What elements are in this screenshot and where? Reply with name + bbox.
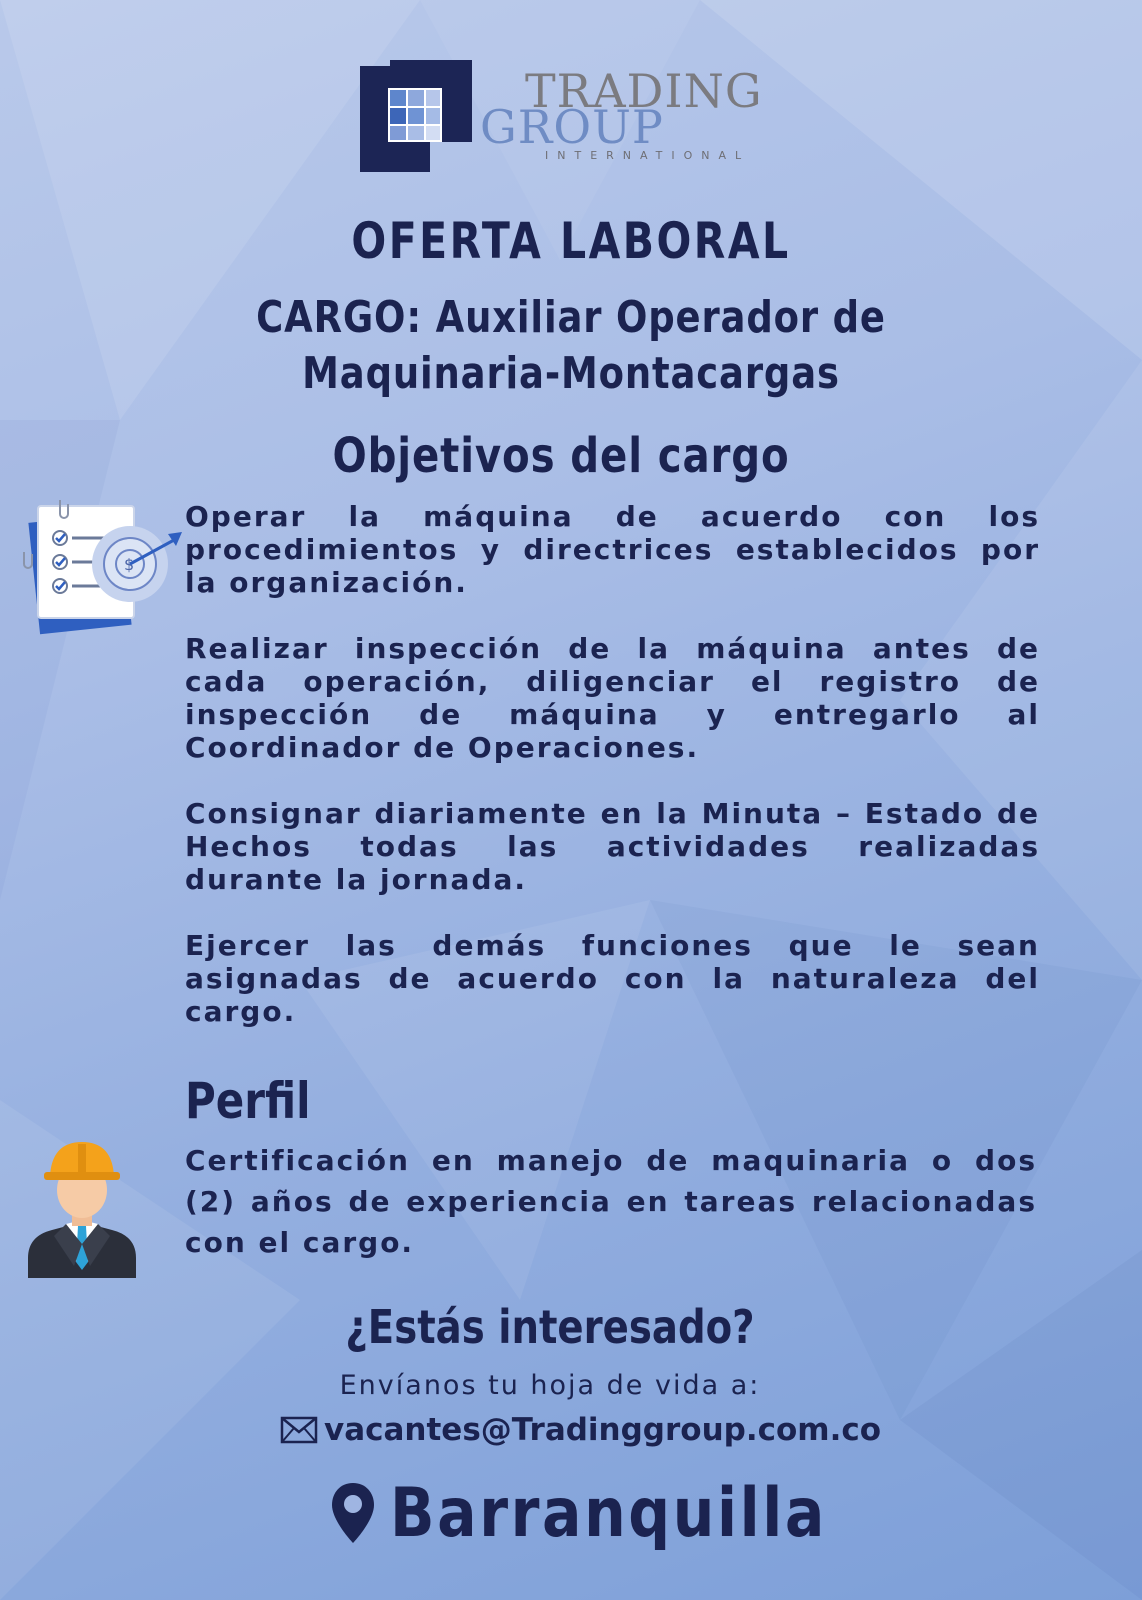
profile-heading: Perfil	[185, 1072, 311, 1130]
logo-text-group: GROUP	[480, 100, 664, 154]
objectives-list	[185, 500, 1040, 1061]
location-pin-icon	[330, 1481, 376, 1545]
objective-item: Consignar diariamente en la Minuta – Estado de Hechos todas las actividades realizadas durante la jornada.	[185, 797, 1040, 896]
contact-email-link[interactable]: vacantes@Tradinggroup.com.co	[324, 1412, 882, 1448]
location-row	[330, 1468, 898, 1558]
objective-item: Realizar inspección de la máquina antes de cada operación, diligenciar el registro de inspección de máquina y entregarlo al Coordinador de Operaciones.	[185, 632, 1040, 764]
logo-text-international: INTERNATIONAL	[545, 149, 751, 162]
envelope-icon	[280, 1416, 318, 1444]
position-title-line2: Maquinaria-Montacargas	[302, 348, 840, 399]
position-title-line1: CARGO: Auxiliar Operador de	[256, 292, 886, 343]
email-row	[280, 1408, 881, 1452]
objectives-heading: Objetivos del cargo	[332, 428, 790, 484]
profile-text: Certificación en manejo de maquinaria o dos (2) años de experiencia en tareas relacionadas con el cargo.	[185, 1144, 1037, 1259]
checklist-target-icon	[18, 500, 186, 640]
company-logo	[360, 60, 780, 172]
objective-item: Operar la máquina de acuerdo con los procedimientos y directrices establecidos por la organización.	[185, 500, 1040, 599]
position-title	[91, 290, 1050, 402]
objective-item: Ejercer las demás funciones que le sean asignadas de acuerdo con la naturaleza del cargo.	[185, 929, 1040, 1028]
interest-heading: ¿Estás interesado?	[345, 1300, 755, 1354]
construction-worker-icon	[26, 1140, 138, 1278]
logo-text-trading: TRADING	[525, 64, 763, 118]
city-name: Barranquilla	[390, 1473, 827, 1553]
trading-group-logo-icon	[360, 60, 472, 172]
svg-text:$: $	[124, 555, 135, 574]
page-title: OFERTA LABORAL	[351, 212, 791, 270]
send-cv-label: Envíanos tu hoja de vida a:	[339, 1370, 761, 1401]
